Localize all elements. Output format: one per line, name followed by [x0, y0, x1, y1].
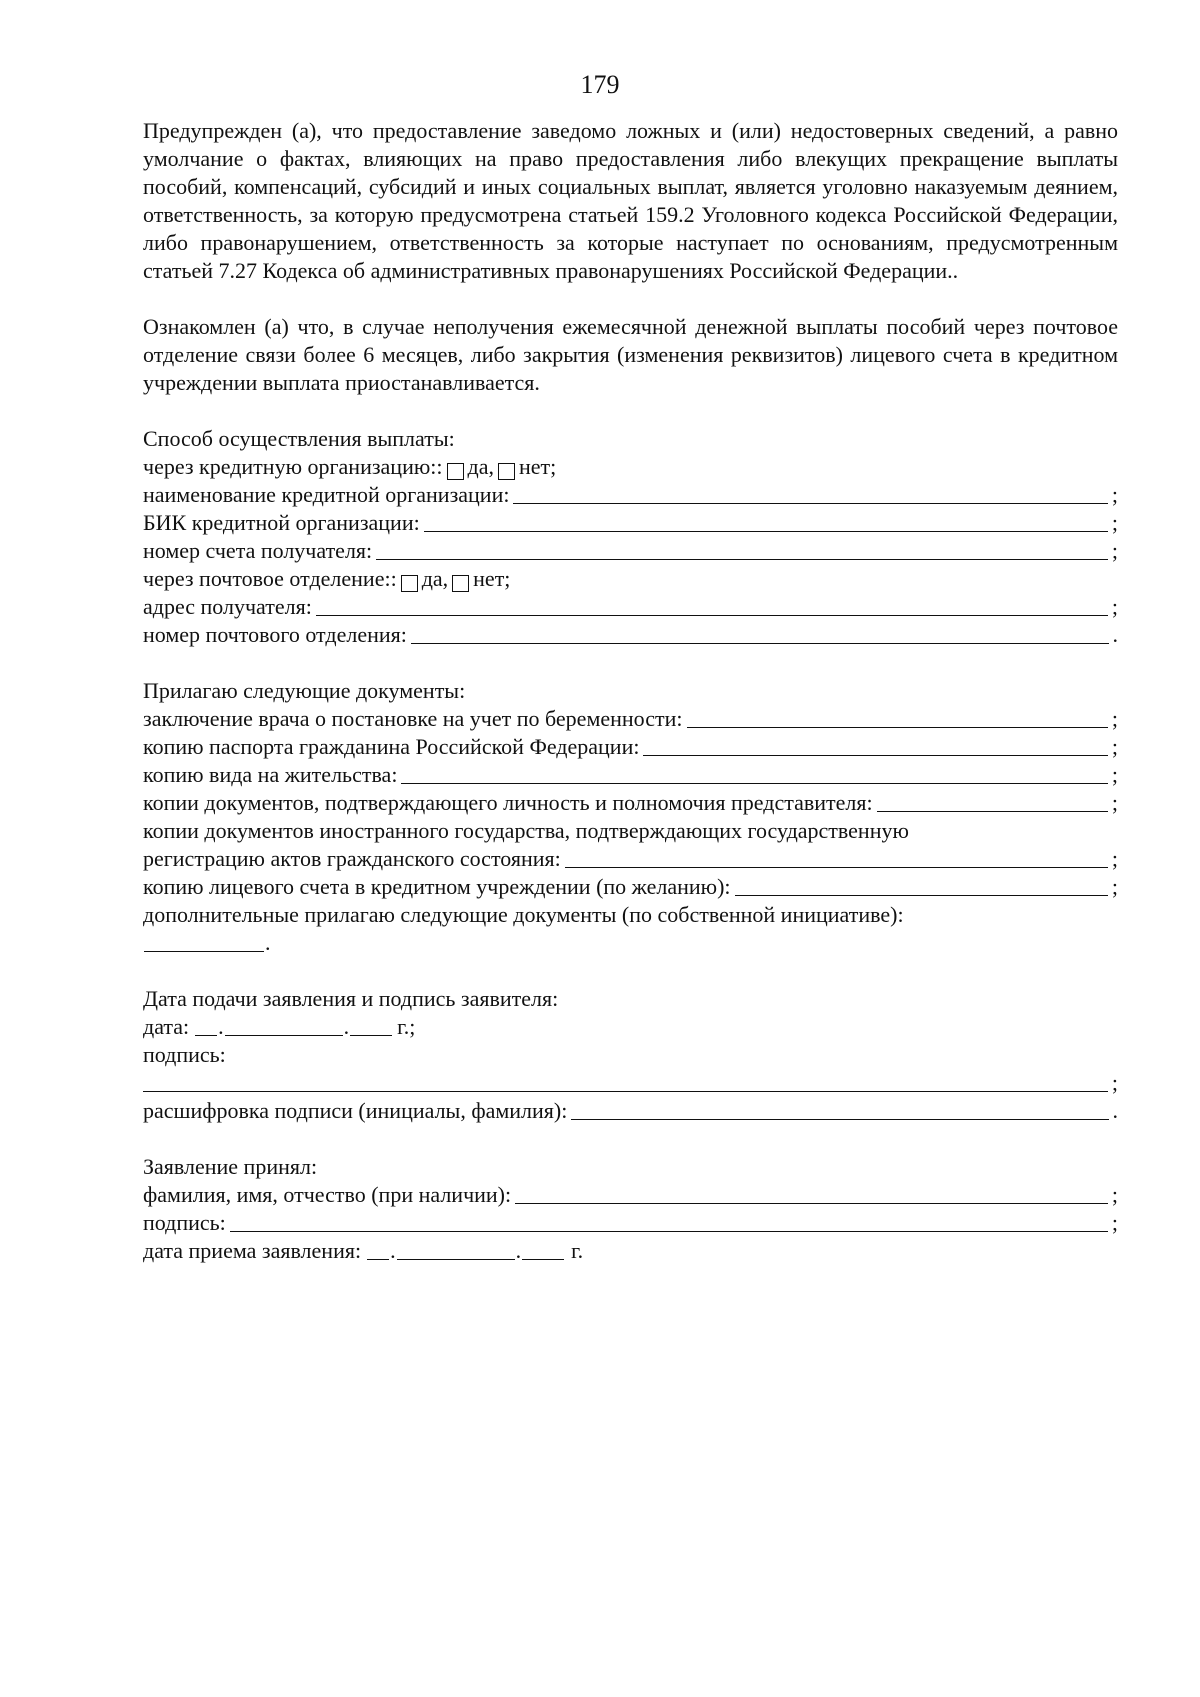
- payment-heading: Способ осуществления выплаты:: [143, 426, 455, 451]
- address-row: адрес получателя: ;: [143, 594, 1118, 619]
- foreign-row-2: регистрацию актов гражданского состояния: ;: [143, 846, 1118, 871]
- applicant-signature-row: ;: [143, 1069, 1118, 1097]
- post-yes-checkbox[interactable]: [401, 575, 418, 592]
- accepted-heading: Заявление принял:: [143, 1154, 318, 1179]
- accepted-year-field[interactable]: [522, 1237, 564, 1260]
- post-office-row: номер почтового отделения: .: [143, 622, 1118, 647]
- accepted-day-field[interactable]: [367, 1237, 389, 1260]
- residence-row: копию вида на жительства: ;: [143, 762, 1118, 787]
- additional-docs-field[interactable]: [144, 929, 264, 952]
- residence-permit-field[interactable]: [401, 761, 1107, 784]
- account-copy-row: копию лицевого счета в кредитном учреждении (по желанию): ;: [143, 874, 1118, 899]
- doctor-conclusion-field[interactable]: [687, 705, 1108, 728]
- bik-field[interactable]: [424, 509, 1108, 532]
- signature-decode-field[interactable]: [571, 1097, 1108, 1120]
- applicant-month-field[interactable]: [225, 1013, 343, 1036]
- document-body: [143, 117, 1118, 1265]
- account-number-field[interactable]: [376, 537, 1108, 560]
- bik-row: БИК кредитной организации: ;: [143, 510, 1118, 535]
- credit-org-name-row: наименование кредитной организации: ;: [143, 482, 1118, 507]
- passport-field[interactable]: [643, 733, 1107, 756]
- additional-row: дополнительные прилагаю следующие документы (по собственной инициативе):: [143, 902, 904, 927]
- applicant-signature-field[interactable]: [143, 1069, 1108, 1092]
- post-office-field[interactable]: [411, 621, 1109, 644]
- credit-org-name-field[interactable]: [513, 481, 1107, 504]
- credit-org-choice: через кредитную организацию:: да, нет;: [143, 454, 557, 479]
- applicant-date-row: дата: . . г.;: [143, 1014, 416, 1039]
- foreign-docs-field[interactable]: [565, 845, 1108, 868]
- representative-row: копии документов, подтверждающего личность и полномочия представителя: ;: [143, 790, 1118, 815]
- passport-row: копию паспорта гражданина Российской Федерации: ;: [143, 734, 1118, 759]
- applicant-year-field[interactable]: [350, 1013, 392, 1036]
- accepted-signature-row: подпись: ;: [143, 1210, 1118, 1235]
- post-choice: через почтовое отделение:: да, нет;: [143, 566, 511, 591]
- credit-org-yes-checkbox[interactable]: [447, 463, 464, 480]
- representative-docs-field[interactable]: [877, 789, 1108, 812]
- post-no-checkbox[interactable]: [452, 575, 469, 592]
- accepted-date-row: дата приема заявления: . . г.: [143, 1238, 584, 1263]
- documents-heading: Прилагаю следующие документы:: [143, 678, 466, 703]
- applicant-signature-label-row: подпись:: [143, 1042, 226, 1067]
- accepted-signature-field[interactable]: [230, 1209, 1108, 1232]
- decode-row: расшифровка подписи (инициалы, фамилия): .: [143, 1098, 1118, 1123]
- address-field[interactable]: [316, 593, 1108, 616]
- page-number: 179: [580, 70, 620, 99]
- applicant-heading: Дата подачи заявления и подпись заявителя:: [143, 986, 559, 1011]
- account-row: номер счета получателя: ;: [143, 538, 1118, 563]
- accepted-name-field[interactable]: [515, 1181, 1108, 1204]
- applicant-day-field[interactable]: [195, 1013, 217, 1036]
- accepted-month-field[interactable]: [397, 1237, 515, 1260]
- doctor-row: заключение врача о постановке на учет по беременности: ;: [143, 706, 1118, 731]
- notice-paragraph: Ознакомлен (а) что, в случае неполучения ежемесячной денежной выплаты пособий через почтовое отделение связи более 6 месяцев, либо закрытия (изменения реквизитов) лицевого счета в кредитном учреждении выплата приостанавливается.: [143, 314, 1118, 395]
- foreign-row-1: копии документов иностранного государства, подтверждающих государственную: [143, 818, 909, 843]
- accepted-name-row: фамилия, имя, отчество (при наличии): ;: [143, 1182, 1118, 1207]
- warning-paragraph: Предупрежден (а), что предоставление заведомо ложных и (или) недостоверных сведений, а равно умолчание о фактах, влияющих на право предоставления либо влекущих прекращение выплаты пособий, компенсаций, субсидий и иных социальных выплат, является уголовно наказуемым деянием, ответственность, за которую предусмотрена статьей 159.2 Уголовного кодекса Российской Федерации, либо правонарушением, ответственность за которые наступает по основаниям, предусмотренным статьей 7.27 Кодекса об административных правонарушениях Российской Федерации..: [143, 118, 1118, 283]
- additional-field-row: .: [143, 929, 1118, 957]
- account-copy-field[interactable]: [735, 873, 1108, 896]
- credit-org-no-checkbox[interactable]: [498, 463, 515, 480]
